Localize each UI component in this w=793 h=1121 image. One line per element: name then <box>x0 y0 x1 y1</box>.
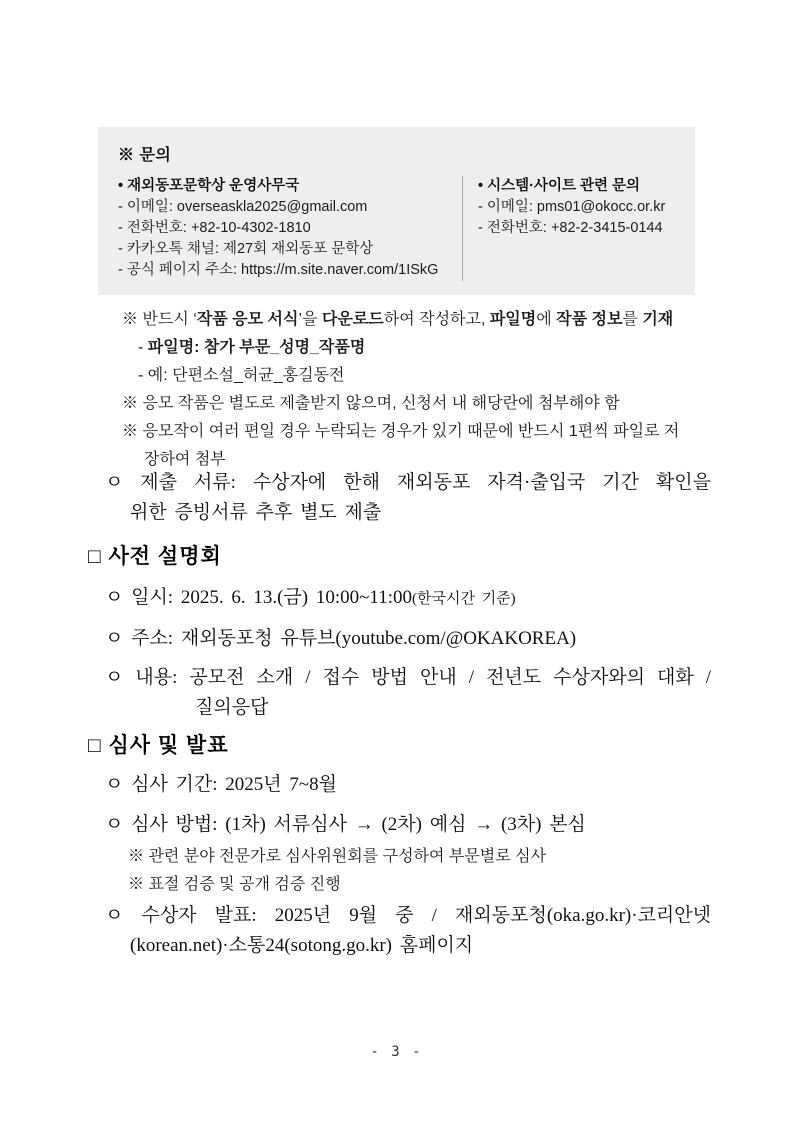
download-note-line: ※ 반드시 ‘작품 응모 서식’을 다운로드하여 작성하고, 파일명에 작품 정보를 기재 <box>122 311 674 328</box>
winner-announcement-line-1: ㅇ 수상자 발표: 2025년 9월 중 / 재외동포청(oka.go.kr)·코리안넷 <box>105 905 711 926</box>
documents-bullet <box>105 468 711 528</box>
operations-kakao-line: - 카카오톡 채널: 제27회 재외동포 문학상 <box>118 241 374 257</box>
inquiry-box-title: ※ 문의 <box>118 147 172 164</box>
documents-line-2: 위한 증빙서류 추후 별도 제출 <box>130 502 382 523</box>
operations-url-line: - 공식 페이지 주소: https://m.site.naver.com/1ISkG <box>118 262 439 278</box>
winner-announcement-bullet <box>105 901 711 961</box>
attach-note-line: ※ 응모 작품은 별도로 제출받지 않으며, 신청서 내 해당란에 첨부해야 함 <box>122 395 620 412</box>
operations-phone-line: - 전화번호: +82-10-4302-1810 <box>118 220 311 236</box>
inquiry-box <box>98 127 695 295</box>
judging-method-line: ㅇ 심사 방법: (1차) 서류심사 → (2차) 예심 → (3차) 본심 <box>105 814 586 835</box>
system-inquiry-heading: • 시스템·사이트 관련 문의 <box>478 178 641 194</box>
split-note-line-2: 장하여 첨부 <box>144 451 226 468</box>
operations-office-heading: • 재외동포문학상 운영사무국 <box>118 178 300 194</box>
judging-note-2: ※ 표절 검증 및 공개 검증 진행 <box>128 876 341 893</box>
split-note-line-1: ※ 응모작이 여러 편일 경우 누락되는 경우가 있기 때문에 반드시 1편씩 파일로 저 <box>122 423 680 440</box>
briefing-address-line: ㅇ 주소: 재외동포청 유튜브(youtube.com/@OKAKOREA) <box>105 628 577 649</box>
page-number: - 3 - <box>370 1044 423 1060</box>
system-phone-line: - 전화번호: +82-2-3415-0144 <box>478 220 663 236</box>
judging-notes <box>128 843 714 899</box>
system-inquiry-column <box>462 176 675 281</box>
inquiry-box-columns <box>118 176 675 281</box>
submission-notes <box>122 306 714 474</box>
winner-announcement-line-2: (korean.net)·소통24(sotong.go.kr) 홈페이지 <box>130 935 474 956</box>
judging-note-1: ※ 관련 분야 전문가로 심사위원회를 구성하여 부문별로 심사 <box>128 848 547 865</box>
operations-email-line: - 이메일: overseaskla2025@gmail.com <box>118 199 368 215</box>
briefing-datetime-line: ㅇ 일시: 2025. 6. 13.(금) 10:00~11:00(한국시간 기준) <box>105 587 516 608</box>
section-heading-judging: □ 심사 및 발표 <box>88 734 229 757</box>
briefing-content-line-2: 질의응답 <box>195 697 269 718</box>
judging-period-line: ㅇ 심사 기간: 2025년 7~8월 <box>105 774 338 795</box>
section-heading-briefing: □ 사전 설명회 <box>88 545 222 568</box>
filename-rule-line: - 파일명: 참가 부문_성명_작품명 <box>138 339 366 356</box>
documents-line-1: ㅇ 제출 서류: 수상자에 한해 재외동포 자격·출입국 기간 확인을 <box>105 472 711 493</box>
filename-example-line: - 예: 단편소설_허균_홍길동전 <box>138 367 345 384</box>
system-email-line: - 이메일: pms01@okocc.or.kr <box>478 199 666 215</box>
briefing-content-bullet <box>105 663 711 723</box>
operations-office-column <box>118 176 462 281</box>
briefing-content-line-1: ㅇ 내용: 공모전 소개 / 접수 방법 안내 / 전년도 수상자와의 대화 / <box>105 667 711 688</box>
